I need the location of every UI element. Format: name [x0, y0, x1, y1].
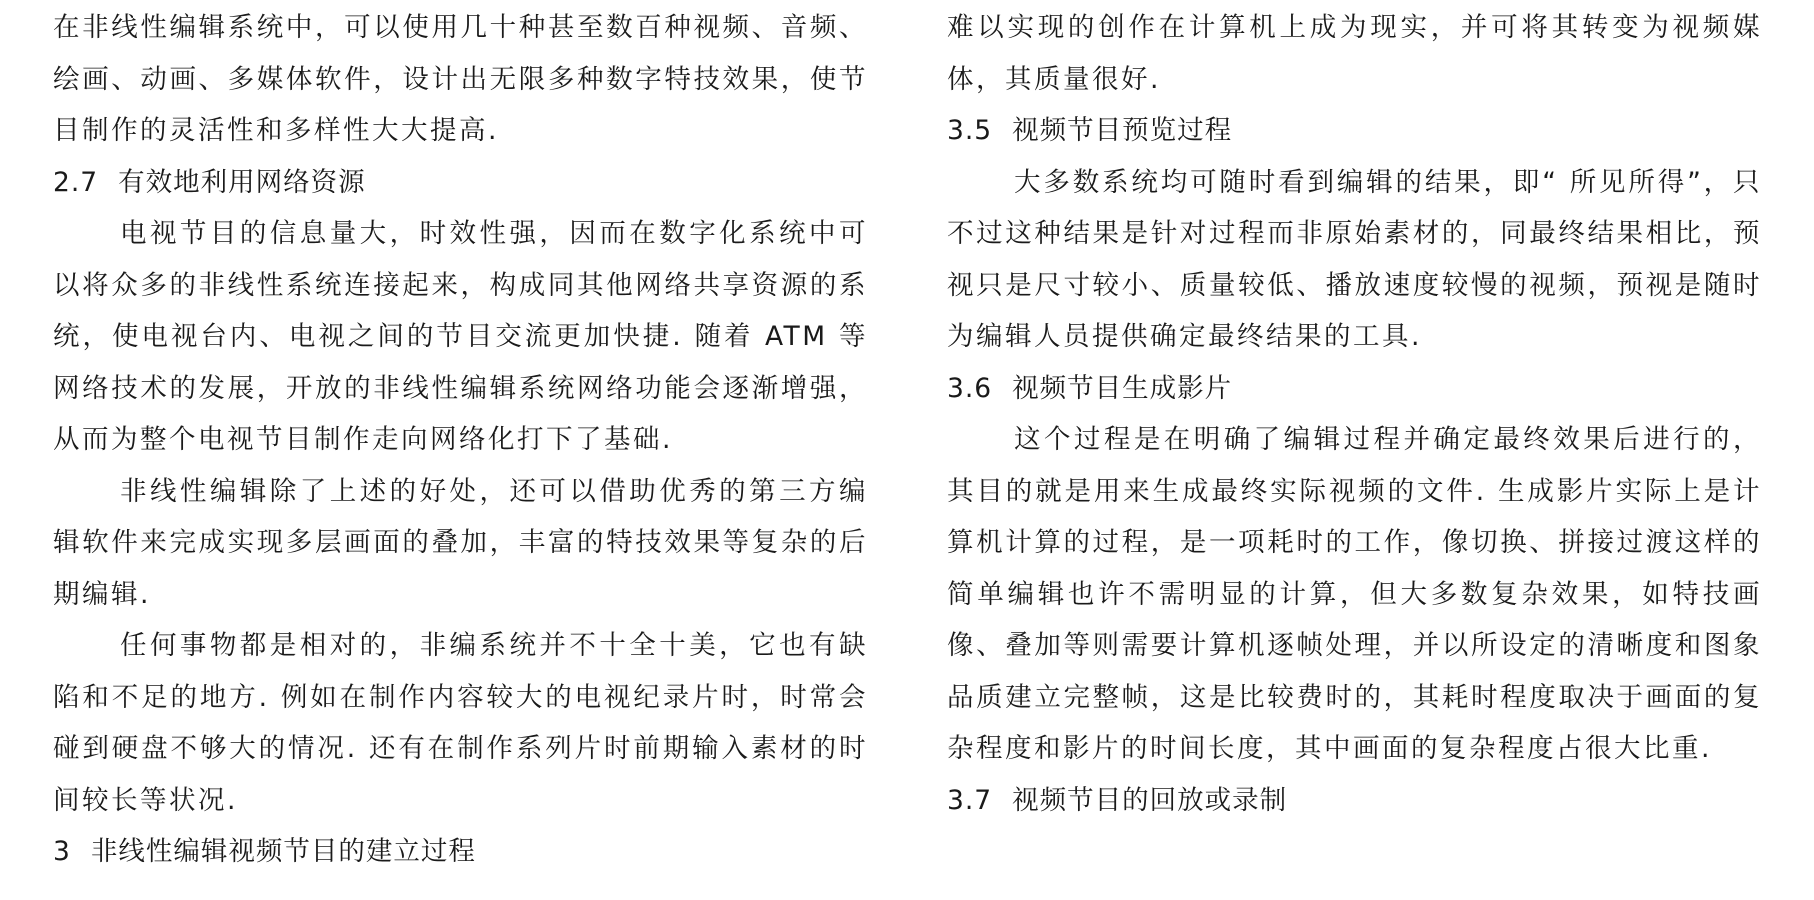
- paragraph: 这个过程是在明确了编辑过程并确定最终效果后进行的，其目的就是用来生成最终实际视频的文件. 生成影片实际上是计算机计算的过程，是一项耗时的工作，像切换、拼接过渡这样的简单编辑也许不需明显的计算，但大多数复杂效果，如特技画像、叠加等则需要计算机逐帧处理，并以所设定的清晰度和图象品质建立完整帧，这是比较费时的，其耗时程度取决于画面的复杂程度和影片的时间长度，其中画面的复杂程度占很大比重.: [947, 424, 1762, 764]
- section-number: 3: [53, 836, 71, 867]
- right-column: [947, 2, 1762, 826]
- section-title: 非线性编辑视频节目的建立过程: [90, 836, 476, 867]
- paragraph: 在非线性编辑系统中，可以使用几十种甚至数百种视频、音频、绘画、动画、多媒体软件，设计出无限多种数字特技效果，使节目制作的灵活性和多样性大大提高.: [53, 12, 868, 146]
- paragraph: 大多数系统均可随时看到编辑的结果，即“ 所见所得”，只不过这种结果是针对过程而非原始素材的，同最终结果相比，预视只是尺寸较小、质量较低、播放速度较慢的视频，预视是随时为编辑人员提供确定最终结果的工具.: [947, 166, 1762, 352]
- section-number: 2.7: [53, 166, 99, 198]
- paragraph: 任何事物都是相对的，非编系统并不十全十美，它也有缺陷和不足的地方. 例如在制作内容较大的电视纪录片时，时常会碰到硬盘不够大的情况. 还有在制作系列片时前期输入素材的时间较长等状况.: [53, 630, 868, 816]
- section-title: 视频节目生成影片: [1012, 372, 1233, 404]
- section-heading: [53, 826, 868, 878]
- section-heading: [947, 105, 1762, 157]
- section-number: 3.7: [947, 784, 993, 816]
- section-heading: [53, 157, 868, 209]
- paragraph: 难以实现的创作在计算机上成为现实，并可将其转变为视频媒体，其质量很好.: [947, 12, 1762, 95]
- section-number: 3.5: [947, 115, 993, 146]
- paragraph: 非线性编辑除了上述的好处，还可以借助优秀的第三方编辑软件来完成实现多层画面的叠加，丰富的特技效果等复杂的后期编辑.: [53, 475, 868, 610]
- left-column: [53, 2, 868, 878]
- section-title: 视频节目的回放或录制: [1012, 784, 1288, 816]
- paragraph: 电视节目的信息量大，时效性强，因而在数字化系统中可以将众多的非线性系统连接起来，构成同其他网络共享资源的系统，使电视台内、电视之间的节目交流更加快捷. 随着 ATM 等网络技术的发展，开放的非线性编辑系统网络功能会逐渐增强，从而为整个电视节目制作走向网络化打下了基础.: [53, 218, 868, 455]
- section-title: 有效地利用网络资源: [118, 166, 366, 198]
- section-heading: [947, 775, 1762, 827]
- section-number: 3.6: [947, 372, 993, 404]
- section-title: 视频节目预览过程: [1012, 115, 1233, 146]
- section-heading: [947, 363, 1762, 415]
